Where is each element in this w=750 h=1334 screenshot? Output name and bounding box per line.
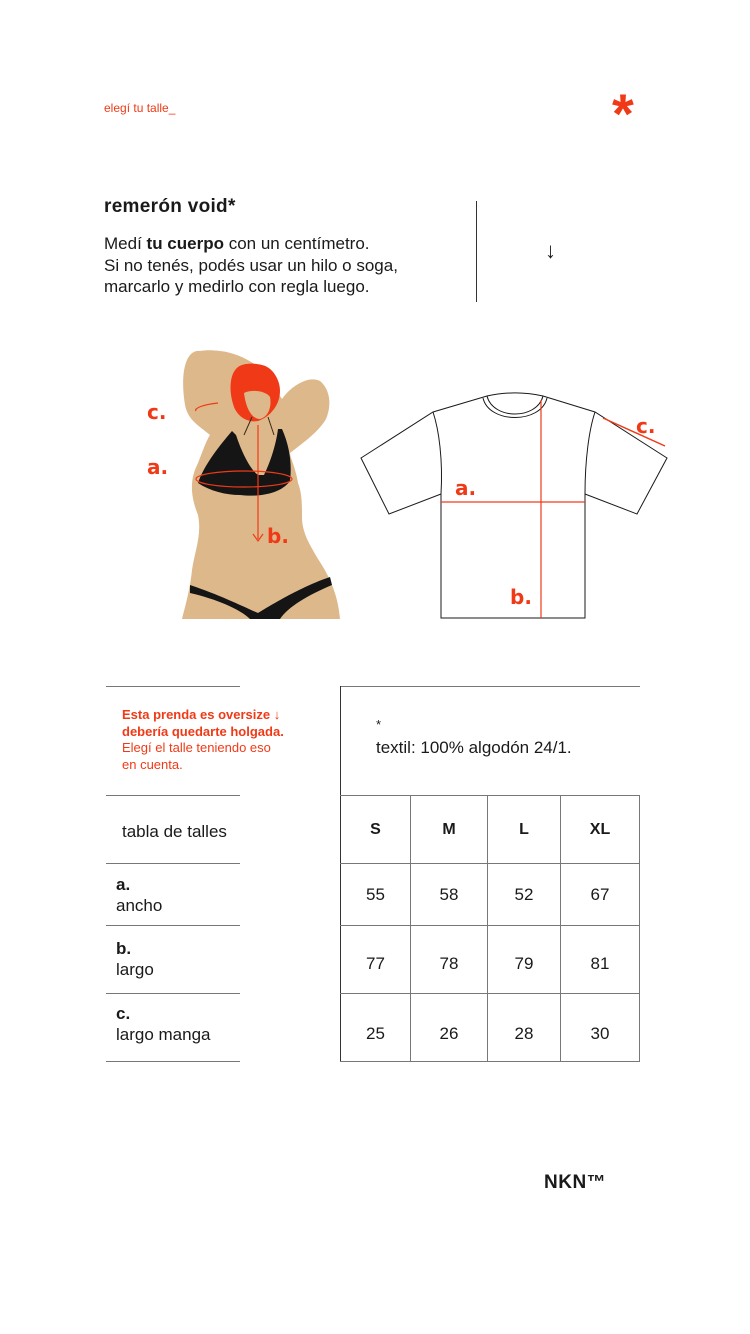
shirt-label-b: b. (510, 585, 532, 609)
row-name: ancho (116, 896, 163, 915)
asterisk-icon: * (612, 82, 634, 145)
size-table-title: tabla de talles (122, 822, 227, 841)
note-line4: en cuenta. (122, 756, 183, 772)
body-label-c: c. (147, 400, 167, 424)
table-cell: 78 (439, 953, 459, 973)
grid-line (340, 686, 640, 687)
table-cell: 58 (439, 884, 459, 904)
size-header-m: M (442, 820, 456, 838)
arrow-down-icon: ↓ (545, 238, 556, 263)
table-cell: 77 (366, 953, 385, 973)
grid-line (106, 1061, 240, 1062)
material-asterisk: * (376, 717, 382, 732)
note-line2: debería quedarte holgada. (122, 723, 284, 739)
size-header-s: S (370, 820, 381, 838)
measure-instructions (104, 233, 464, 298)
table-cell: 26 (439, 1024, 459, 1043)
body-illustration (140, 345, 350, 625)
intro-line1-rest: con un centímetro. (223, 234, 370, 253)
size-header-xl: XL (589, 820, 611, 838)
table-cell: 79 (514, 953, 534, 973)
product-title: remerón void* (104, 196, 236, 217)
note-line1: Esta prenda es oversize ↓ (122, 707, 281, 722)
brand-logo: NKN™ (544, 1172, 607, 1193)
grid-line (639, 795, 640, 1062)
intro-line3: marcarlo y medirlo con regla luego. (104, 277, 370, 296)
row-key: b. (116, 939, 132, 958)
shirt-label-a: a. (455, 476, 477, 500)
grid-line (106, 993, 240, 994)
table-cell: 52 (514, 884, 534, 904)
grid-line (106, 686, 240, 687)
table-cell: 30 (590, 1024, 610, 1043)
row-key: c. (116, 1004, 131, 1023)
grid-line (106, 925, 240, 926)
body-label-a: a. (147, 455, 169, 479)
row-name: largo (116, 960, 154, 979)
grid-line (106, 795, 240, 796)
row-label-largo (116, 938, 154, 980)
table-cell: 67 (590, 884, 610, 904)
table-cell: 25 (366, 1024, 385, 1043)
size-header-l: L (519, 820, 529, 838)
page-tag: elegí tu talle_ (104, 101, 176, 115)
table-cell: 28 (514, 1024, 534, 1043)
table-cell: 81 (590, 953, 610, 973)
intro-bold: tu cuerpo (146, 234, 224, 253)
note-line3: Elegí el talle teniendo eso (122, 740, 271, 755)
oversize-note (122, 707, 334, 773)
row-key: a. (116, 875, 131, 894)
row-label-largo-manga (116, 1003, 211, 1045)
shirt-label-c: c. (636, 414, 656, 438)
table-cell: 55 (366, 884, 385, 904)
divider (476, 201, 477, 302)
intro-prefix: Medí (104, 234, 147, 253)
grid-line (106, 863, 240, 864)
material-text: textil: 100% algodón 24/1. (376, 738, 572, 757)
row-name: largo manga (116, 1025, 211, 1044)
intro-line2: Si no tenés, podés usar un hilo o soga, (104, 255, 398, 275)
body-label-b: b. (267, 524, 289, 548)
row-label-ancho (116, 874, 162, 916)
